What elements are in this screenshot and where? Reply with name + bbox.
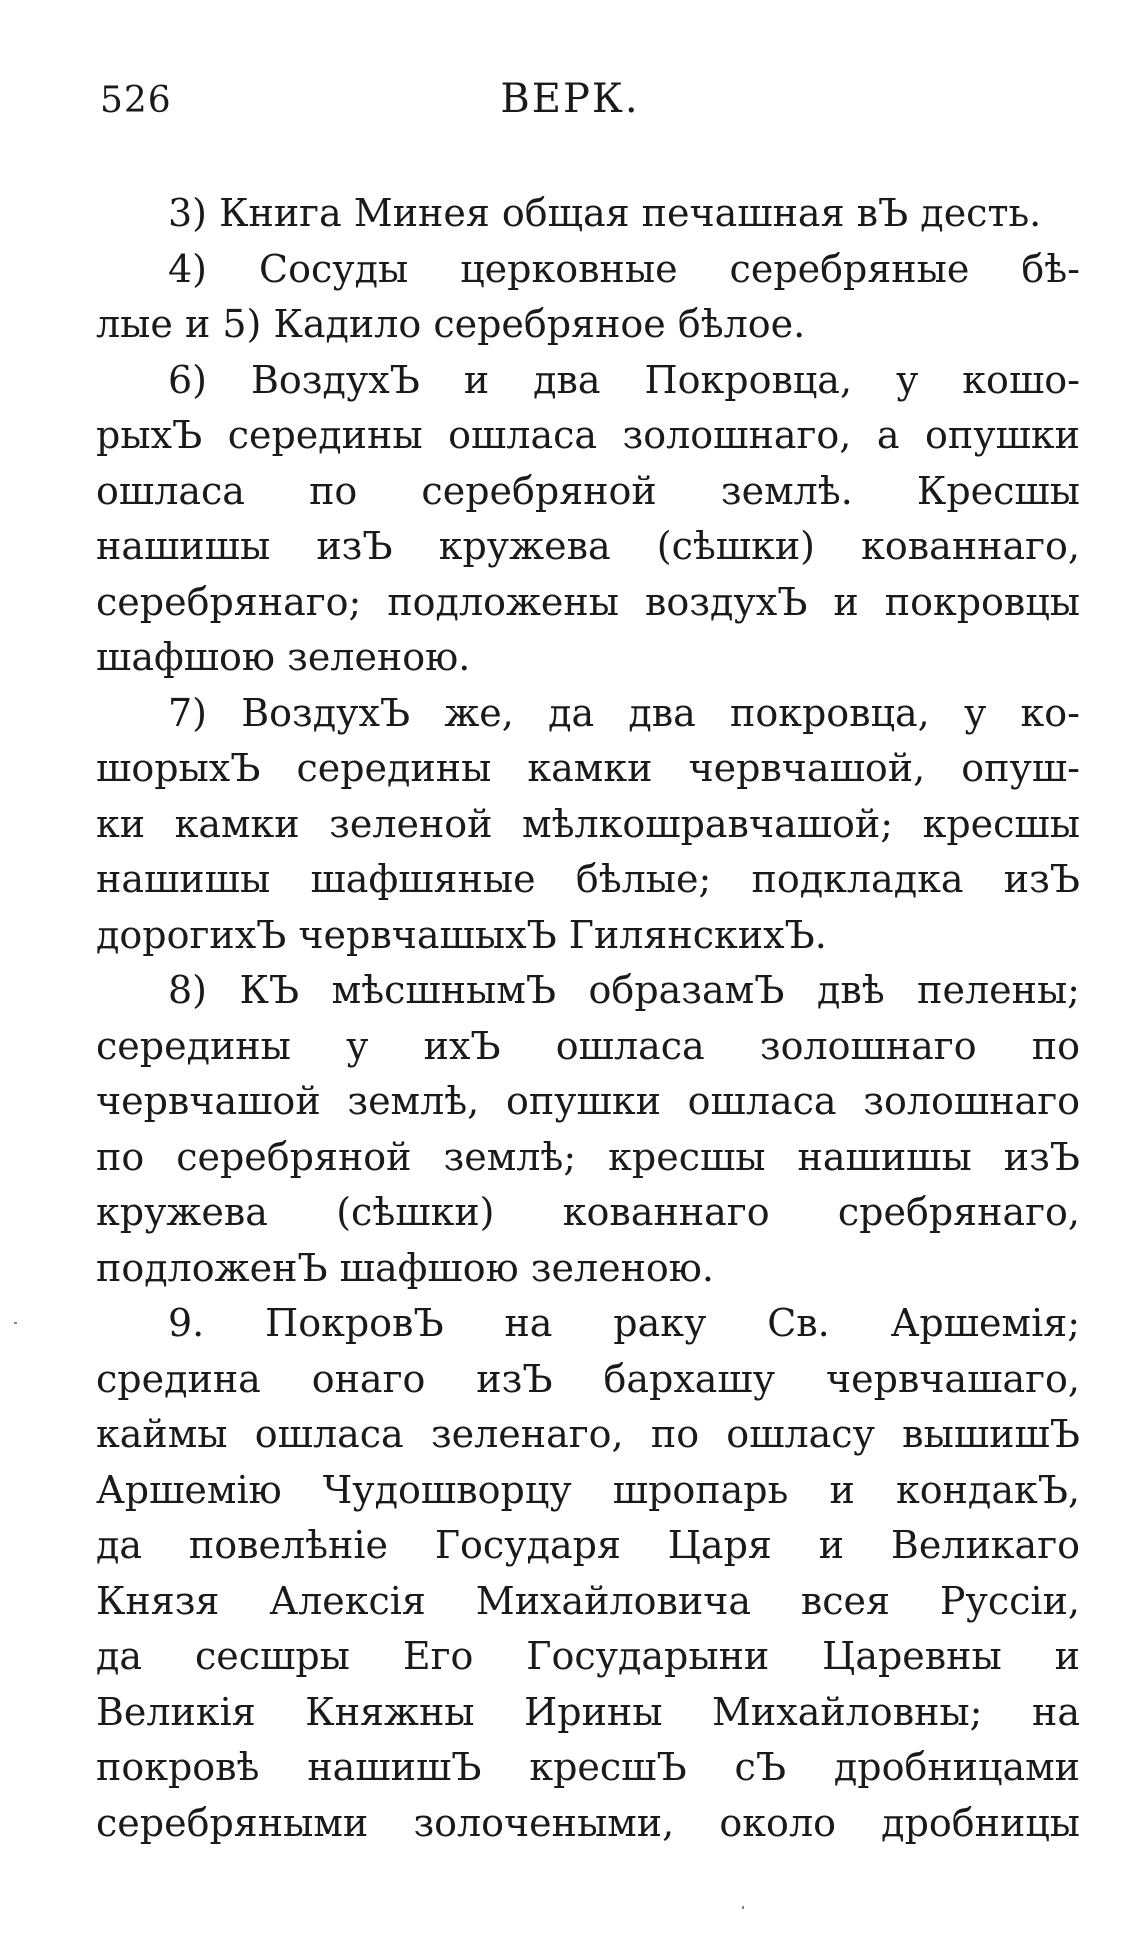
text-line: середины у ихЪ ошласа золошнаго по xyxy=(96,1023,1080,1068)
text-line: рыхЪ середины ошласа золошнаго, а опушки xyxy=(96,413,1080,457)
text-line: Аршемію Чудошворцу шропарь и кондакЪ, xyxy=(96,1467,1080,1512)
text-line: шорыхЪ середины камки червчашой, опуш- xyxy=(96,746,1080,790)
text-line: средина онаго изЪ бархашу червчашаго, xyxy=(96,1356,1080,1401)
text-line: Великія Княжны Ирины Михайловны; на xyxy=(96,1689,1080,1734)
text-line: шафшою зеленою. xyxy=(96,635,471,679)
text-line: ки камки зеленой мѣлкошравчашой; кресшы xyxy=(96,801,1080,846)
text-line: червчашой землѣ, опушки ошласа золошнаго xyxy=(96,1079,1080,1123)
running-title: ВЕРК. xyxy=(500,76,640,122)
text-line: дорогихЪ червчашыхЪ ГилянскихЪ. xyxy=(96,912,827,957)
text-line: кружева (сѣшки) кованнаго сребрянаго, xyxy=(96,1190,1080,1234)
body-text xyxy=(96,186,1080,1851)
text-line: 4) Сосуды церковные серебряные бѣ- xyxy=(168,246,1080,291)
text-line: нашишы шафшяные бѣлые; подкладка изЪ xyxy=(96,857,1080,901)
text-line: по серебряной землѣ; кресшы нашишы изЪ xyxy=(96,1134,1080,1179)
text-line: ошласа по серебряной землѣ. Кресшы xyxy=(96,468,1080,513)
text-line: Князя Алексія Михайловича всея Руссіи, xyxy=(96,1578,1080,1623)
text-line: да повелѣніе Государя Царя и Великаго xyxy=(96,1523,1080,1567)
page-number: 526 xyxy=(100,80,172,121)
text-line: 9. ПокровЪ на раку Св. Аршемія; xyxy=(168,1301,1080,1345)
text-line: каймы ошласа зеленаго, по ошласу вышишЪ xyxy=(96,1412,1080,1456)
text-line: да сесшры Его Государыни Царевны и xyxy=(96,1634,1080,1678)
text-line: 3) Книга Минея общая печашная вЪ десть. xyxy=(168,191,1042,235)
text-line: лые и 5) Кадило серебряное бѣлое. xyxy=(96,302,806,346)
text-line: серебрянаго; подложены воздухЪ и покровцы xyxy=(96,579,1080,624)
paper-speck xyxy=(14,1322,17,1324)
text-line: подложенЪ шафшою зеленою. xyxy=(96,1245,714,1290)
page-header xyxy=(0,72,1140,132)
text-line: серебряными золочеными, около дробницы xyxy=(96,1800,1080,1845)
text-line: покровѣ нашишЪ кресшЪ сЪ дробницами xyxy=(96,1745,1080,1789)
text-line: 6) ВоздухЪ и два Покровца, у кошо- xyxy=(168,357,1080,402)
text-line: 7) ВоздухЪ же, да два покровца, у ко- xyxy=(168,690,1080,735)
paper-speck xyxy=(742,1906,744,1909)
text-line: нашишы изЪ кружева (сѣшки) кованнаго, xyxy=(96,524,1080,568)
text-line: 8) КЪ мѣсшнымЪ образамЪ двѣ пелены; xyxy=(168,968,1080,1012)
